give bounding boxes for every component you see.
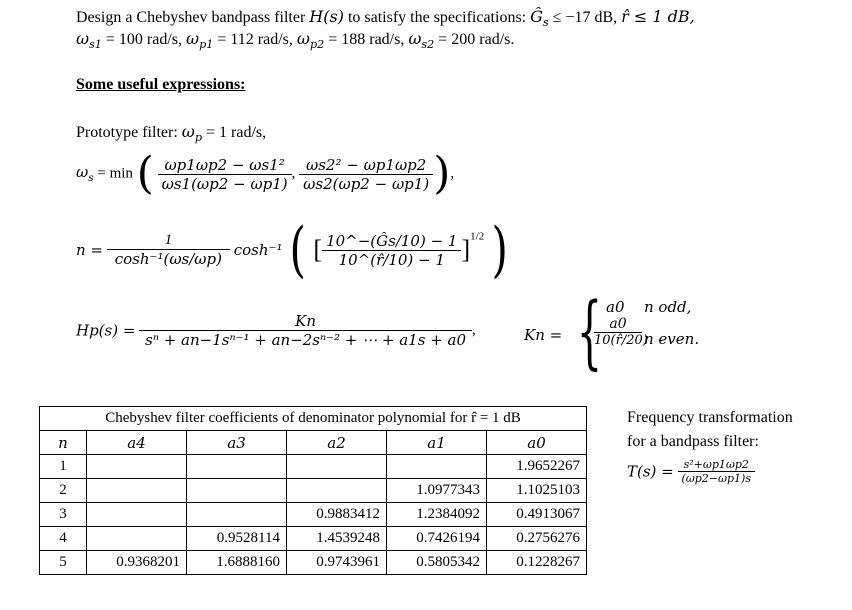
table-header-a3: a3: [187, 431, 287, 455]
hp-den: sⁿ + an−1sⁿ⁻¹ + an−2sⁿ⁻² + ⋯ + a1s + a0: [139, 330, 472, 349]
n-frac-num: 1: [164, 232, 173, 248]
n-inner-num: 10^−(Ĝs/10) − 1: [326, 231, 458, 250]
prototype-val: = 1 rad/s,: [205, 124, 267, 141]
table-row: [40, 527, 587, 551]
intro-line-1: [76, 7, 695, 30]
table-header-a1: a1: [387, 431, 487, 455]
spec-r: r̂ ≤ 1 dB,: [621, 7, 695, 26]
table-cell: 0.9883412: [287, 503, 387, 527]
n-equation: n = $\frac{1}{\text{cosh⁻¹(ωs/ωp)}}$ cosh⁻¹ ( [ $\frac{10\^{}-(Ĝs/10) - 1}{10\^{}(r̂/10) - 1}$ ]$^{1/2}$ ): [76, 215, 508, 285]
table-cell: 1.1025103: [487, 479, 587, 503]
spec-ws1-val: = 100 rad/s,: [105, 31, 183, 48]
ws-lhs: $\omega_s$: [76, 163, 94, 185]
table-cell: 1.4539248: [287, 527, 387, 551]
table-caption: Chebyshev filter coefficients of denominator polynomial for r̂ = 1 dB: [40, 407, 587, 431]
intro-line-2: [76, 29, 515, 52]
table-header-a2: a2: [287, 431, 387, 455]
spec-wp2: $\omega_{p2}$: [296, 29, 325, 52]
table-cell: [187, 455, 287, 479]
spec-wp2-val: = 188 rad/s,: [328, 31, 405, 48]
n-power: 1/2: [470, 230, 485, 243]
ws-frac-2-den: ωs2(ωp2 − ωp1): [299, 174, 433, 193]
table-cell: [87, 503, 187, 527]
ws-frac-1-num: ωp1ωp2 − ωs1²: [164, 155, 285, 174]
table-cell: 1.0977343: [387, 479, 487, 503]
table-cell: 2: [40, 479, 87, 503]
table-header-n: n: [40, 431, 87, 455]
spec-g: $Ĝ_s$: [530, 7, 549, 30]
table-cell: 5: [40, 551, 87, 575]
ws-frac-2-num: ωs2² − ωp1ωp2: [305, 155, 427, 174]
ws-frac-1: [158, 156, 292, 193]
table-row: [40, 551, 587, 575]
table-cell: [387, 455, 487, 479]
table-cell: 0.5805342: [387, 551, 487, 575]
kn-brace: {: [576, 285, 603, 378]
table-cell: 1.2384092: [387, 503, 487, 527]
ws-comma: ,: [291, 165, 296, 182]
ws-paren-right: ): [433, 148, 451, 199]
ws-frac-2: [299, 156, 433, 193]
n-paren-right: ): [491, 215, 508, 285]
kn-case2-frac: [594, 316, 648, 348]
freq-transform-frac: [678, 458, 755, 485]
table-cell: 3: [40, 503, 87, 527]
spec-ws2-val: = 200 rad/s.: [438, 31, 515, 48]
n-inner-frac: [322, 232, 461, 269]
table-cell: 0.7426194: [387, 527, 487, 551]
table-cell: 1.9652267: [487, 455, 587, 479]
table-cell: 0.9528114: [187, 527, 287, 551]
ws-frac-1-den: ωs1(ωp2 − ωp1): [158, 174, 292, 193]
table-header-row: [40, 431, 587, 455]
ws-equation: $\omega_s = \min$ ( $\frac{\text{ωp1ωp2 − ωs1²}}{\omega s1(\omega p2 - \omega p1)}$ , $\frac{\text{ωs2² − ωp1ωp2}}{\omega s2(\omega p2 - \omega p1)}$ ),: [76, 148, 455, 199]
hp-frac: [139, 312, 472, 349]
kn-lhs: Kn =: [524, 326, 563, 344]
table-caption-row: [40, 407, 587, 431]
kn-case1-val: a0: [606, 298, 625, 316]
freq-transform-line-2: for a bandpass filter:: [627, 433, 759, 450]
n-paren-left: (: [289, 215, 307, 285]
table-cell: 0.9743961: [287, 551, 387, 575]
n-cosh: cosh⁻¹: [233, 241, 283, 259]
ws-min: = min: [97, 165, 133, 182]
hp-lhs: Hp(s) =: [76, 321, 136, 340]
spec-ws2: $\omega_{s2}$: [408, 29, 435, 52]
table-cell: [287, 455, 387, 479]
freq-transform-lhs: T(s) =: [627, 462, 674, 481]
freq-transform-equation: [627, 458, 755, 485]
table-cell: [187, 503, 287, 527]
table-cell: [87, 527, 187, 551]
hp-equation: [76, 312, 476, 349]
table-header-a0: a0: [487, 431, 587, 455]
freq-transform-num: s²+ωp1ωp2: [683, 458, 749, 471]
n-frac: [107, 232, 230, 268]
n-frac-den: cosh⁻¹(ωs/ωp): [107, 249, 230, 268]
hp-num: Kn: [295, 312, 317, 330]
spec-g-rel: ≤ −17 dB,: [552, 9, 618, 26]
freq-transform-line-1: Frequency transformation: [627, 409, 793, 426]
prototype-line: [76, 122, 267, 145]
spec-wp1: $\omega_{p1}$: [186, 29, 214, 52]
ws-paren-left: (: [136, 148, 154, 199]
table-header-a4: a4: [87, 431, 187, 455]
kn-case2-cond: n even.: [644, 330, 700, 348]
coefficient-table: [39, 406, 587, 575]
prototype-label: Prototype filter:: [76, 124, 178, 141]
intro-mid: to satisfy the specifications:: [347, 9, 527, 26]
table-cell: 1.6888160: [187, 551, 287, 575]
table-cell: [287, 479, 387, 503]
table-cell: 1: [40, 455, 87, 479]
intro-func: H(s): [309, 7, 344, 26]
n-lhs: n =: [76, 241, 103, 259]
n-inner-den: 10^(r̂/10) − 1: [322, 250, 461, 269]
table-row: [40, 455, 587, 479]
spec-ws1: $\omega_{s1}$: [76, 29, 102, 52]
spec-wp1-val: = 112 rad/s,: [217, 31, 293, 48]
freq-transform-den: (ωp2−ωp1)s: [678, 471, 755, 485]
table-cell: [187, 479, 287, 503]
table-cell: 0.9368201: [87, 551, 187, 575]
table-row: [40, 503, 587, 527]
prototype-sym: $\omega_p$: [181, 122, 202, 145]
kn-case2-den: 10(r̂/20): [594, 333, 648, 348]
table-cell: [87, 455, 187, 479]
table-cell: 0.2756276: [487, 527, 587, 551]
intro-text: Design a Chebyshev bandpass filter: [76, 9, 306, 26]
table-cell: [87, 479, 187, 503]
table-cell: 0.4913067: [487, 503, 587, 527]
kn-case2-num: a0: [609, 316, 627, 332]
hp-comma: ,: [472, 322, 476, 338]
kn-case1-cond: n odd,: [644, 298, 692, 316]
table-row: [40, 479, 587, 503]
table-cell: 4: [40, 527, 87, 551]
useful-heading: Some useful expressions:: [76, 76, 246, 93]
table-cell: 0.1228267: [487, 551, 587, 575]
